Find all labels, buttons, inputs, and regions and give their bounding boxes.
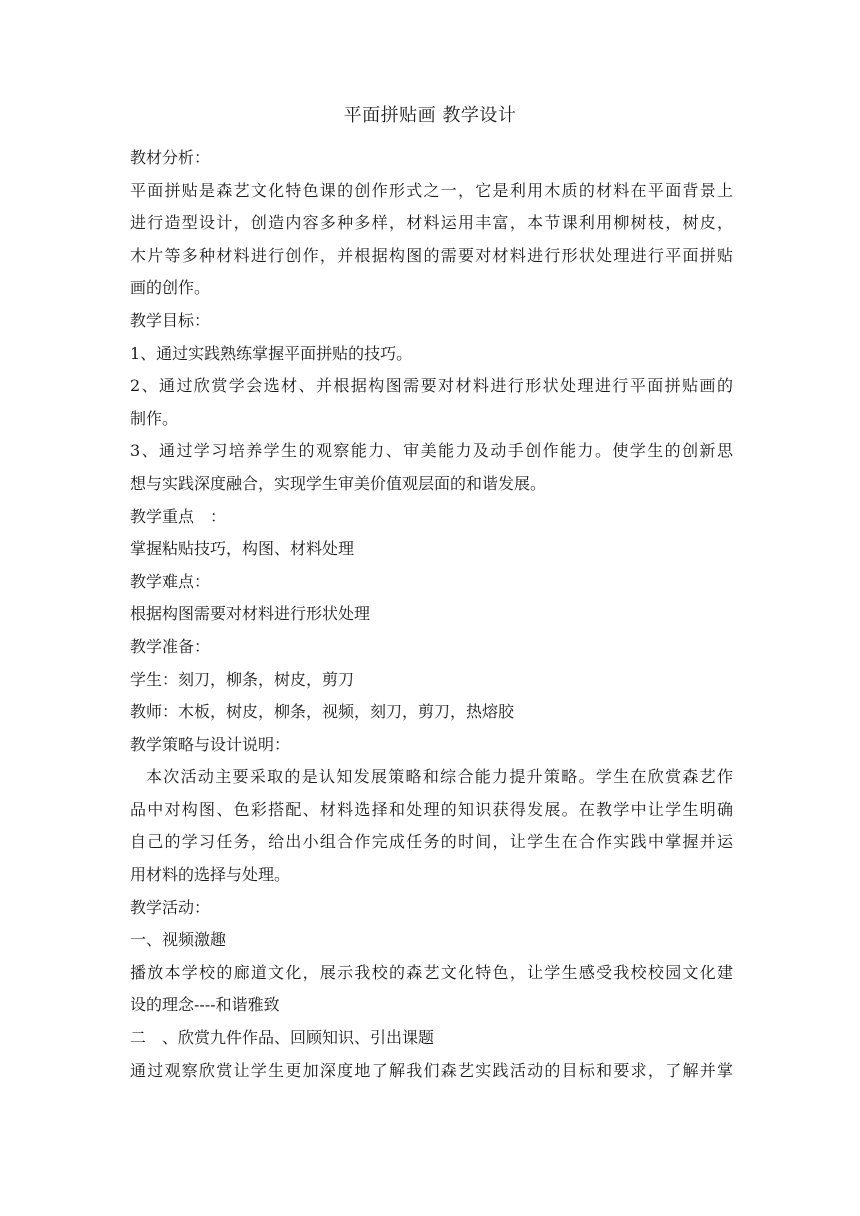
paragraph-line: 品中对构图、色彩搭配、材料选择和处理的知识获得发展。在教学中让学生明确 [130, 799, 733, 819]
goal-item-continued: 制作。 [130, 408, 179, 428]
paragraph-line: 播放本学校的廊道文化，展示我校的森艺文化特色，让学生感受我校校园文化建 [130, 962, 733, 982]
heading-difficulties: 教学难点： [130, 571, 211, 591]
paragraph-line: 画的创作。 [130, 278, 211, 298]
activity-step-heading: 二 、欣赏九件作品、回顾知识、引出课题 [130, 1028, 435, 1048]
document-body [130, 142, 733, 1087]
heading-teaching-goals: 教学目标： [130, 310, 211, 330]
heading-activities: 教学活动： [130, 897, 211, 917]
paragraph-line: 平面拼贴是森艺文化特色课的创作形式之一，它是利用木质的材料在平面背景上 [130, 180, 733, 200]
paragraph-line: 用材料的选择与处理。 [130, 865, 291, 885]
activity-step-heading: 一、视频激趣 [130, 930, 227, 950]
goal-item: 2、通过欣赏学会选材、并根据构图需要对材料进行形状处理进行平面拼贴画的 [130, 376, 733, 396]
preparation-students: 学生：刻刀，柳条，树皮，剪刀 [130, 669, 355, 689]
difficulties-text: 根据构图需要对材料进行形状处理 [130, 604, 371, 624]
goal-item: 3、通过学习培养学生的观察能力、审美能力及动手创作能力。使学生的创新思 [130, 441, 733, 461]
key-points-text: 掌握粘贴技巧，构图、材料处理 [130, 539, 355, 559]
preparation-teacher: 教师：木板，树皮，柳条，视频，刻刀，剪刀，热熔胶 [130, 702, 515, 722]
paragraph-line: 木片等多种材料进行创作，并根据构图的需要对材料进行形状处理进行平面拼贴 [130, 245, 733, 265]
heading-preparation: 教学准备： [130, 636, 211, 656]
paragraph-line: 自己的学习任务，给出小组合作完成任务的时间，让学生在合作实践中掌握并运 [130, 832, 733, 852]
goal-item-continued: 想与实践深度融合，实现学生审美价值观层面的和谐发展。 [130, 473, 547, 493]
goal-item: 1、通过实践熟练掌握平面拼贴的技巧。 [130, 343, 413, 363]
paragraph-line: 进行造型设计，创造内容多种多样，材料运用丰富，本节课利用柳树枝，树皮， [130, 213, 733, 233]
heading-key-points: 教学重点 ： [130, 506, 227, 526]
document-title: 平面拼贴画 教学设计 [343, 105, 517, 126]
paragraph-line: 通过观察欣赏让学生更加深度地了解我们森艺实践活动的目标和要求，了解并掌 [130, 1060, 733, 1080]
heading-strategy: 教学策略与设计说明： [130, 734, 291, 754]
paragraph-line: 设的理念----和谐雅致 [130, 995, 280, 1015]
paragraph-line: 本次活动主要采取的是认知发展策略和综合能力提升策略。学生在欣赏森艺作 [146, 767, 733, 787]
heading-material-analysis: 教材分析： [130, 148, 211, 167]
